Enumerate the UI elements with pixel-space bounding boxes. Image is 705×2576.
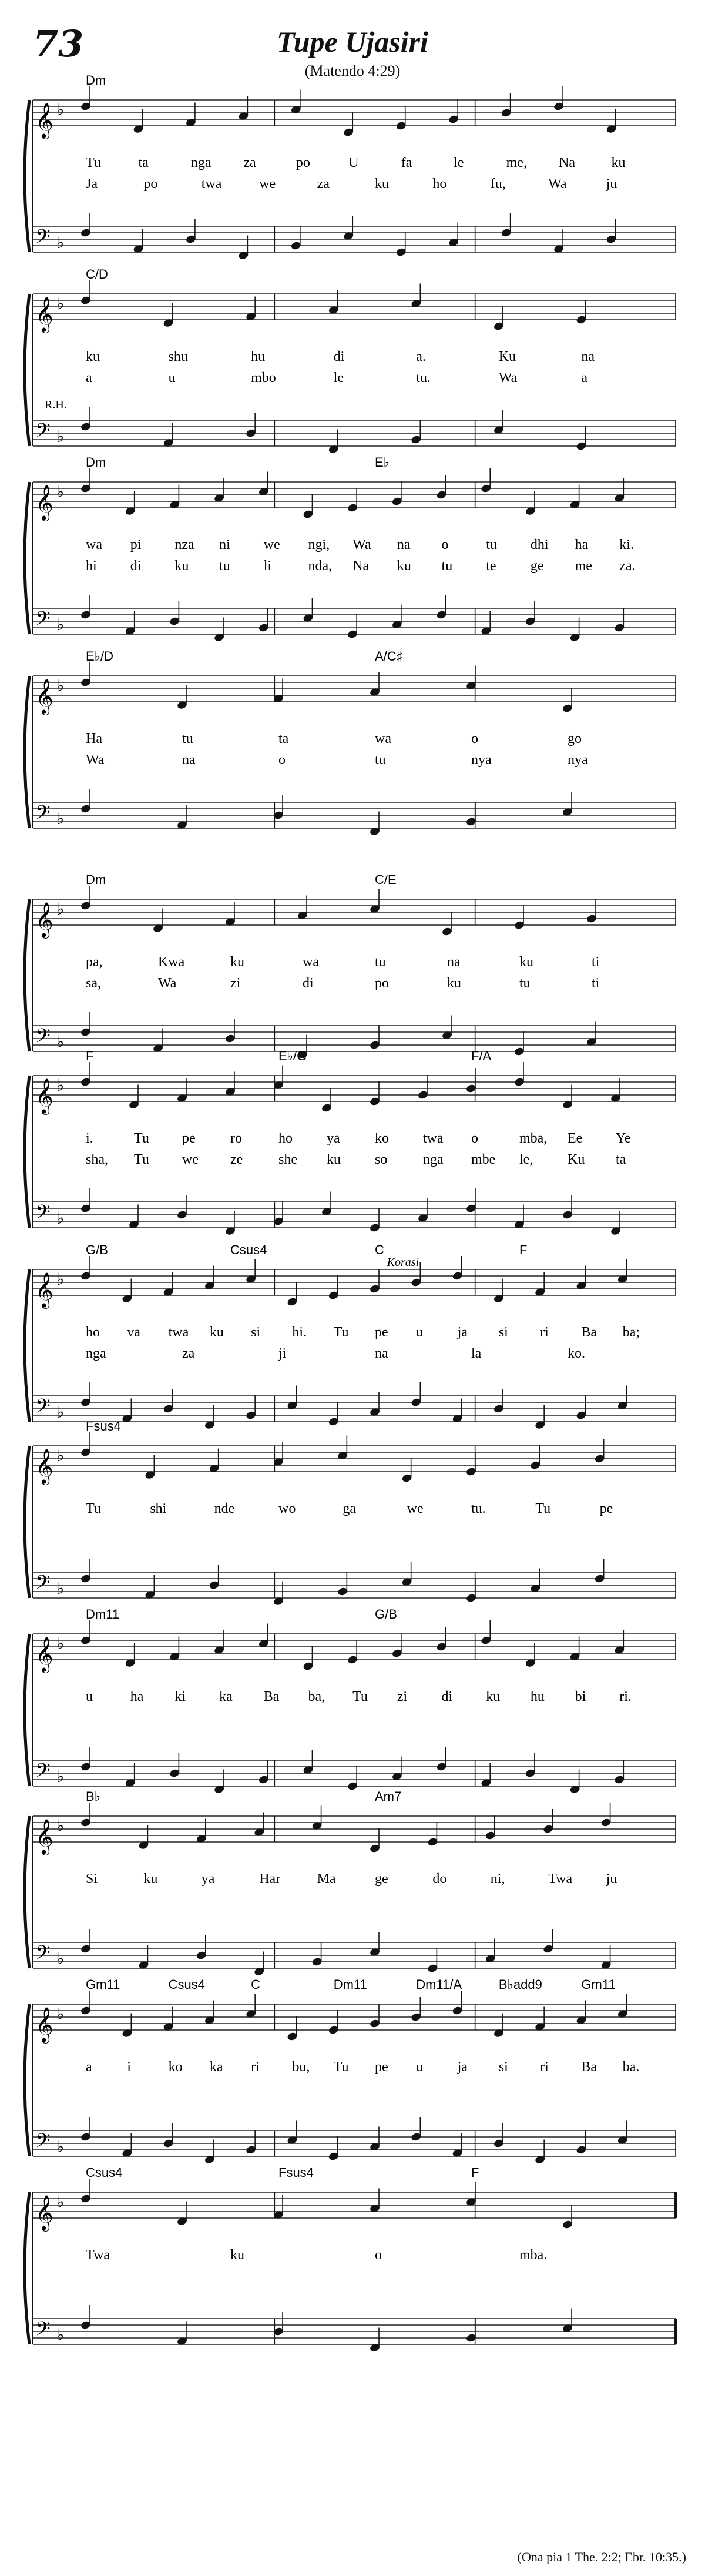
lyric-syllable: ka [209, 2059, 223, 2075]
key-signature-flat: ♭ [56, 482, 65, 501]
lyric-syllable: wa [86, 537, 102, 552]
lyric-syllable: Ku [498, 349, 516, 364]
key-signature-flat: ♭ [56, 2137, 65, 2156]
key-signature-flat: ♭ [56, 294, 65, 313]
key-signature-flat: ♭ [56, 1949, 65, 1968]
lyric-syllable: hi [86, 558, 97, 574]
treble-clef: 𝄞 [35, 902, 53, 937]
lyric-syllable: tu [219, 558, 230, 574]
lyric-syllable: pe [375, 2059, 388, 2075]
treble-clef: 𝄞 [35, 1078, 53, 1114]
key-signature-flat: ♭ [56, 427, 65, 446]
lyric-syllable: ki. [619, 537, 634, 552]
lyric-syllable: ku [611, 155, 626, 170]
lyric-syllable: Tu [86, 1501, 101, 1516]
lyric-syllable: ku [230, 2247, 244, 2263]
lyric-syllable: le [454, 155, 464, 170]
bass-clef: 𝄢 [35, 1942, 51, 1969]
key-signature-flat: ♭ [56, 899, 65, 919]
lyric-syllable: bu, [292, 2059, 310, 2075]
system-brace [25, 294, 29, 446]
lyric-syllable: po [296, 155, 310, 170]
system-brace [25, 676, 29, 828]
lyric-syllable: le, [519, 1152, 533, 1167]
treble-clef: 𝄞 [35, 2007, 53, 2042]
lyric-syllable: hu [251, 349, 266, 364]
chord-symbol: Gm11 [581, 1977, 616, 1992]
lyric-syllable: tu [486, 537, 497, 552]
key-signature-flat: ♭ [56, 2325, 65, 2344]
lyric-syllable: go [568, 731, 582, 746]
lyric-syllable: wa [303, 954, 319, 970]
lyric-syllable: tu. [416, 370, 431, 386]
lyric-syllable: ze [230, 1152, 243, 1167]
lyric-syllable: tu. [471, 1501, 486, 1516]
chord-symbol: F [86, 1049, 94, 1063]
lyric-syllable: twa [423, 1131, 444, 1146]
chord-symbol: G/B [86, 1242, 108, 1257]
treble-clef: 𝄞 [35, 1449, 53, 1484]
lyric-syllable: fa [401, 155, 412, 170]
lyric-syllable: te [486, 558, 496, 574]
lyric-syllable: ku [209, 1325, 224, 1340]
lyric-syllable: ya [201, 1871, 215, 1887]
lyric-syllable: me, [506, 155, 527, 170]
key-signature-flat: ♭ [56, 1269, 65, 1289]
system-3 [25, 455, 676, 642]
lyric-syllable: Ku [568, 1152, 585, 1167]
treble-clef: 𝄞 [35, 2195, 53, 2230]
chord-symbol: F [471, 2165, 479, 2180]
bass-clef: 𝄢 [35, 2318, 51, 2345]
lyric-syllable: zi [397, 1689, 408, 1704]
system-6 [25, 1049, 676, 1236]
lyric-syllable: mbe [471, 1152, 496, 1167]
lyric-syllable: Kwa [158, 954, 185, 970]
lyric-syllable: po [375, 976, 389, 991]
chord-symbol: Csus4 [230, 1242, 267, 1257]
lyric-syllable: Wa [158, 976, 177, 991]
lyric-syllable: ti [592, 976, 600, 991]
system-4 [25, 649, 676, 836]
lyric-syllable: hu [530, 1689, 545, 1704]
lyric-syllable: ni, [490, 1871, 505, 1887]
lyric-syllable: we [259, 176, 276, 192]
chord-symbol: Gm11 [86, 1977, 120, 1992]
footer-references: (Ona pia 1 The. 2:2; Ebr. 10:35.) [517, 2550, 686, 2564]
lyric-syllable: ku [397, 558, 411, 574]
lyric-syllable: wa [375, 731, 391, 746]
system-brace [25, 2192, 29, 2344]
lyric-syllable: ge [375, 1871, 388, 1887]
lyric-syllable: Ba [581, 2059, 597, 2075]
chord-symbol: Dm11 [86, 1607, 120, 1622]
system-1 [25, 73, 676, 260]
lyric-syllable: nga [86, 1346, 106, 1361]
lyric-syllable: a [581, 370, 588, 386]
lyric-syllable: pa, [86, 954, 103, 970]
lyric-syllable: ge [530, 558, 544, 574]
lyric-syllable: si [251, 1325, 261, 1340]
lyric-syllable: po [143, 176, 158, 192]
chord-symbol: Dm [86, 73, 106, 88]
chord-symbol: B♭add9 [498, 1977, 542, 1992]
performance-mark: Korasi [387, 1256, 419, 1269]
key-signature-flat: ♭ [56, 1032, 65, 1051]
lyric-syllable: u [86, 1689, 93, 1704]
key-signature-flat: ♭ [56, 233, 65, 252]
lyric-syllable: o [278, 752, 286, 768]
bass-clef: 𝄢 [35, 2130, 51, 2157]
lyric-syllable: ju [606, 176, 617, 192]
lyric-syllable: ro [230, 1131, 242, 1146]
lyric-syllable: ki [174, 1689, 186, 1704]
lyric-syllable: mba. [519, 2247, 548, 2263]
lyric-syllable: di [130, 558, 142, 574]
lyric-syllable: a [86, 2059, 92, 2075]
lyric-syllable: Wa [86, 752, 105, 768]
chord-symbol: Am7 [375, 1789, 402, 1804]
lyric-syllable: ya [327, 1131, 340, 1146]
system-8 [25, 1419, 676, 1606]
lyric-syllable: na [397, 537, 411, 552]
lyric-syllable: nga [190, 155, 212, 170]
chord-symbol: E♭/D [86, 649, 114, 664]
lyric-syllable: twa [201, 176, 222, 192]
lyric-syllable: Tu [333, 2059, 349, 2075]
system-brace [25, 100, 29, 252]
lyric-syllable: sha, [86, 1152, 108, 1167]
lyric-syllable: o [441, 537, 449, 552]
system-brace [25, 1634, 29, 1786]
key-signature-flat: ♭ [56, 1076, 65, 1095]
lyric-syllable: Twa [86, 2247, 110, 2263]
lyric-syllable: we [263, 537, 280, 552]
lyric-syllable: Ba [263, 1689, 280, 1704]
lyric-syllable: nza [174, 537, 194, 552]
bass-clef: 𝄢 [35, 1201, 51, 1228]
lyric-syllable: U [348, 155, 359, 170]
system-2 [25, 267, 676, 454]
chord-symbol: G/B [375, 1607, 397, 1622]
lyric-syllable: ko [168, 2059, 183, 2075]
lyric-syllable: za [243, 155, 256, 170]
chord-symbol: B♭ [86, 1789, 101, 1804]
chord-symbol: E♭/G [278, 1049, 307, 1063]
lyric-syllable: tu [441, 558, 453, 574]
lyric-syllable: she [278, 1152, 297, 1167]
lyric-syllable: ka [219, 1689, 233, 1704]
lyric-syllable: ju [606, 1871, 617, 1887]
lyric-syllable: Tu [86, 155, 101, 170]
lyric-syllable: ko [375, 1131, 389, 1146]
lyric-syllable: ku [86, 349, 100, 364]
bass-clef: 𝄢 [35, 1572, 51, 1599]
chord-symbol: Dm [86, 455, 106, 470]
treble-clef: 𝄞 [35, 485, 53, 520]
key-signature-flat: ♭ [56, 615, 65, 634]
treble-clef: 𝄞 [35, 679, 53, 714]
lyric-syllable: pe [182, 1131, 196, 1146]
lyric-syllable: bi [575, 1689, 586, 1704]
lyric-syllable: ta [616, 1152, 626, 1167]
lyric-syllable: so [375, 1152, 388, 1167]
lyric-syllable: we [182, 1152, 199, 1167]
lyric-syllable: Na [559, 155, 576, 170]
lyric-syllable: ku [486, 1689, 501, 1704]
lyric-syllable: li [263, 558, 272, 574]
lyric-syllable: di [303, 976, 314, 991]
lyric-syllable: Na [352, 558, 370, 574]
lyric-syllable: a. [416, 349, 426, 364]
lyric-syllable: ku [143, 1871, 158, 1887]
lyric-syllable: ji [278, 1346, 287, 1361]
lyric-syllable: Wa [548, 176, 567, 192]
lyric-syllable: za [182, 1346, 195, 1361]
chord-symbol: Dm [86, 872, 106, 887]
lyric-syllable: twa [168, 1325, 189, 1340]
bass-clef: 𝄢 [35, 1395, 51, 1422]
lyric-syllable: nda, [308, 558, 333, 574]
lyric-syllable: ta [138, 155, 149, 170]
key-signature-flat: ♭ [56, 676, 65, 695]
lyric-syllable: Twa [548, 1871, 573, 1887]
lyric-syllable: Tu [134, 1152, 149, 1167]
system-brace [25, 899, 29, 1051]
bass-clef: 𝄢 [35, 420, 51, 447]
system-brace [25, 2004, 29, 2156]
lyric-syllable: di [441, 1689, 453, 1704]
lyric-syllable: Si [86, 1871, 98, 1887]
chord-symbol: Csus4 [168, 1977, 205, 1992]
lyric-syllable: ku [174, 558, 189, 574]
lyric-syllable: va [127, 1325, 140, 1340]
lyric-syllable: ja [457, 2059, 468, 2075]
performance-mark: R.H. [45, 398, 67, 411]
system-5 [25, 872, 676, 1060]
lyric-syllable: ku [230, 954, 244, 970]
lyric-syllable: o [471, 1131, 478, 1146]
chord-symbol: E♭ [375, 455, 390, 470]
lyric-syllable: i. [86, 1131, 93, 1146]
lyric-syllable: ga [343, 1501, 356, 1516]
lyric-syllable: Tu [535, 1501, 551, 1516]
lyric-syllable: ba; [622, 1325, 640, 1340]
chord-symbol: F/A [471, 1049, 492, 1063]
lyric-syllable: ho [86, 1325, 100, 1340]
scripture-reference: (Matendo 4:29) [304, 62, 401, 79]
lyric-syllable: a [86, 370, 92, 386]
lyric-syllable: Tu [134, 1131, 149, 1146]
lyric-syllable: tu [375, 752, 386, 768]
lyric-syllable: na [581, 349, 595, 364]
system-brace [25, 1076, 29, 1228]
lyric-syllable: ri [540, 2059, 549, 2075]
lyric-syllable: si [498, 2059, 508, 2075]
chord-symbol: Csus4 [86, 2165, 123, 2180]
lyric-syllable: ho [278, 1131, 293, 1146]
key-signature-flat: ♭ [56, 1208, 65, 1228]
lyric-syllable: ba. [622, 2059, 640, 2075]
lyric-syllable: ko. [568, 1346, 585, 1361]
lyric-syllable: shi [150, 1501, 167, 1516]
chord-symbol: C/E [375, 872, 397, 887]
key-signature-flat: ♭ [56, 2004, 65, 2024]
key-signature-flat: ♭ [56, 1634, 65, 1653]
lyric-syllable: ngi, [308, 537, 330, 552]
song-number: 73 [33, 22, 84, 65]
lyric-syllable: ja [457, 1325, 468, 1340]
key-signature-flat: ♭ [56, 100, 65, 119]
lyric-syllable: ri [540, 1325, 549, 1340]
lyric-syllable: fu, [490, 176, 506, 192]
treble-clef: 𝄞 [35, 1819, 53, 1854]
lyric-syllable: Ja [86, 176, 98, 192]
chord-symbol: F [519, 1242, 528, 1257]
lyric-syllable: o [471, 731, 478, 746]
bass-clef: 𝄢 [35, 608, 51, 635]
lyric-syllable: pi [130, 537, 142, 552]
lyric-syllable: pe [599, 1501, 613, 1516]
bass-clef: 𝄢 [35, 1760, 51, 1787]
lyric-syllable: ta [278, 731, 289, 746]
chord-symbol: Fsus4 [278, 2165, 314, 2180]
lyric-syllable: o [375, 2247, 382, 2263]
lyric-syllable: na [182, 752, 196, 768]
lyric-syllable: ti [592, 954, 600, 970]
chord-symbol: A/C♯ [375, 649, 403, 664]
lyric-syllable: la [471, 1346, 482, 1361]
system-brace [25, 1446, 29, 1598]
lyric-syllable: tu [182, 731, 193, 746]
chord-symbol: Dm11 [333, 1977, 367, 1992]
treble-clef: 𝄞 [35, 1272, 53, 1308]
chord-symbol: C/D [86, 267, 108, 282]
chord-symbol: C [375, 1242, 384, 1257]
lyric-syllable: le [333, 370, 344, 386]
system-9 [25, 1607, 676, 1794]
key-signature-flat: ♭ [56, 2192, 65, 2212]
lyric-syllable: Ye [616, 1131, 631, 1146]
bass-clef: 𝄢 [35, 802, 51, 829]
treble-clef: 𝄞 [35, 297, 53, 332]
lyric-syllable: di [333, 349, 345, 364]
lyric-syllable: ri. [619, 1689, 632, 1704]
bass-clef: 𝄢 [35, 1025, 51, 1052]
lyric-syllable: ha [575, 537, 589, 552]
lyric-syllable: ri [251, 2059, 260, 2075]
key-signature-flat: ♭ [56, 809, 65, 828]
lyric-syllable: Ba [581, 1325, 597, 1340]
lyric-syllable: zi [230, 976, 241, 991]
lyric-syllable: Tu [352, 1689, 368, 1704]
system-brace [25, 1816, 29, 1968]
lyric-syllable: tu [375, 954, 386, 970]
lyric-syllable: shu [168, 349, 188, 364]
lyric-syllable: pe [375, 1325, 388, 1340]
lyric-syllable: nya [568, 752, 588, 768]
lyric-syllable: mba, [519, 1131, 548, 1146]
lyric-syllable: za. [619, 558, 636, 574]
lyric-syllable: za [317, 176, 330, 192]
lyric-syllable: Har [259, 1871, 281, 1887]
lyric-syllable: Ee [568, 1131, 583, 1146]
system-10 [25, 1789, 676, 1977]
lyric-syllable: tu [519, 976, 531, 991]
lyric-syllable: ku [519, 954, 533, 970]
lyric-syllable: nga [423, 1152, 444, 1167]
system-brace [25, 1269, 29, 1422]
key-signature-flat: ♭ [56, 1816, 65, 1835]
lyric-syllable: na [447, 954, 461, 970]
lyric-syllable: ni [219, 537, 230, 552]
lyric-syllable: me [575, 558, 592, 574]
system-11 [25, 1977, 676, 2165]
system-7 [25, 1242, 676, 1430]
lyric-syllable: ha [130, 1689, 144, 1704]
key-signature-flat: ♭ [56, 1579, 65, 1598]
chord-symbol: Dm11/A [416, 1977, 462, 1992]
lyric-syllable: u [416, 2059, 424, 2075]
lyric-syllable: si [498, 1325, 508, 1340]
lyric-syllable: i [127, 2059, 131, 2075]
lyric-syllable: mbo [251, 370, 276, 386]
treble-clef: 𝄞 [35, 1637, 53, 1672]
lyric-syllable: nya [471, 752, 492, 768]
lyric-syllable: ho [432, 176, 447, 192]
song-title: Tupe Ujasiri [277, 25, 428, 58]
lyric-syllable: do [432, 1871, 447, 1887]
lyric-syllable: Tu [333, 1325, 349, 1340]
chord-symbol: Fsus4 [86, 1419, 121, 1433]
key-signature-flat: ♭ [56, 1767, 65, 1786]
key-signature-flat: ♭ [56, 1402, 65, 1422]
lyric-syllable: na [375, 1346, 388, 1361]
lyric-syllable: u [416, 1325, 424, 1340]
lyric-syllable: ku [327, 1152, 341, 1167]
key-signature-flat: ♭ [56, 1446, 65, 1465]
lyric-syllable: we [407, 1501, 424, 1516]
lyric-syllable: dhi [530, 537, 549, 552]
lyric-syllable: sa, [86, 976, 101, 991]
treble-clef: 𝄞 [35, 103, 53, 138]
lyric-syllable: ba, [308, 1689, 325, 1704]
system-brace [25, 482, 29, 634]
lyric-syllable: nde [214, 1501, 235, 1516]
bass-clef: 𝄢 [35, 226, 51, 253]
lyric-syllable: Wa [352, 537, 371, 552]
lyric-syllable: Ma [317, 1871, 336, 1887]
lyric-syllable: ku [447, 976, 461, 991]
lyric-syllable: Wa [498, 370, 518, 386]
lyric-syllable: hi. [292, 1325, 307, 1340]
chord-symbol: C [251, 1977, 261, 1992]
lyric-syllable: Ha [86, 731, 102, 746]
lyric-syllable: ku [375, 176, 389, 192]
lyric-syllable: wo [278, 1501, 296, 1516]
system-12 [25, 2165, 676, 2353]
lyric-syllable: u [168, 370, 176, 386]
